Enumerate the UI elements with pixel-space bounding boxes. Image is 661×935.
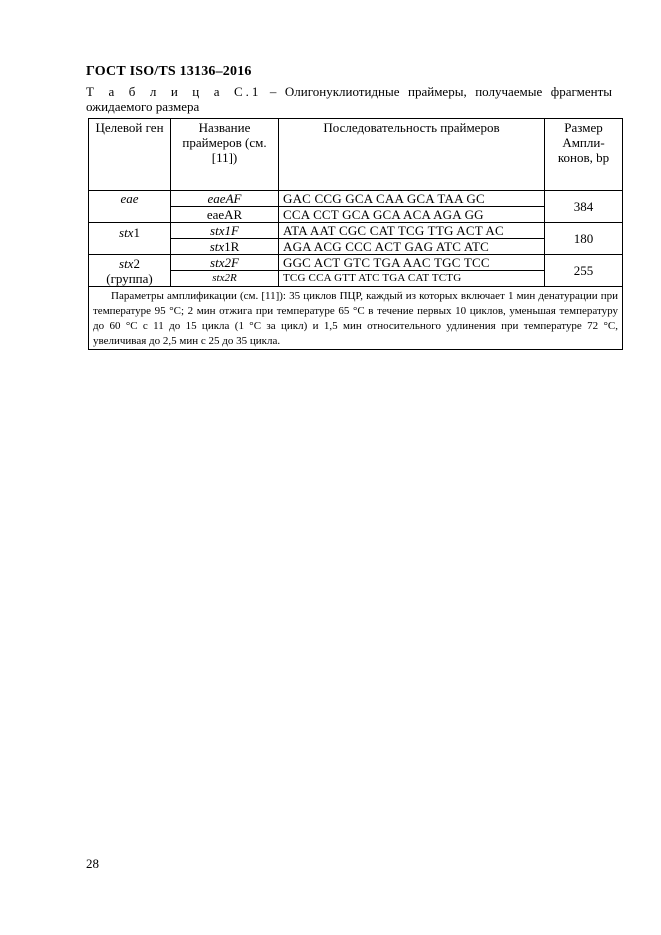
primer-name-suffix: AR bbox=[224, 207, 243, 222]
primer-name-suffix: AF bbox=[225, 191, 242, 206]
amplification-note bbox=[89, 287, 623, 350]
primer-name-prefix: stx bbox=[210, 255, 225, 270]
primer-name-suffix: 1R bbox=[224, 239, 240, 254]
amplification-note-text: Параметры амплификации (см. [11]): 35 циклов ПЦР, каждый из которых включает 1 мин денатурации при температуре 95 °С; 2 мин отжига при температуре 65 °С в течение первых 10 циклов, уменьшая температуру до 60 °С с 11 до 15 цикла (1 °С за цикл) и 1,5 мин относительного удлинения при температуре 72 °С, увеличивая до 2,5 мин с 25 до 35 цикла. bbox=[93, 290, 618, 347]
header-primer-name: Название праймеров (см. [11]) bbox=[171, 119, 279, 191]
primer-name-prefix: stx bbox=[209, 239, 225, 254]
primer-name-stx2R bbox=[171, 271, 279, 287]
table-row bbox=[89, 191, 623, 207]
gene-suffix: 1 bbox=[133, 225, 140, 240]
size-stx1: 180 bbox=[545, 223, 623, 255]
gene-suffix: 2 bbox=[133, 256, 140, 271]
gene-eae: eae bbox=[89, 191, 171, 223]
sequence-stx2F: GGC ACT GTC TGA AAC TGC TCC bbox=[279, 255, 545, 271]
gene-group-note: (группа) bbox=[106, 271, 153, 286]
primer-name-prefix: eae bbox=[207, 191, 226, 206]
gene-prefix: stx bbox=[119, 256, 134, 271]
primers-table bbox=[88, 118, 623, 350]
sequence-stx1R: AGA ACG CCC ACT GAG ATC ATC bbox=[279, 239, 545, 255]
primer-name-suffix: 2F bbox=[224, 255, 239, 270]
page-number: 28 bbox=[86, 856, 99, 871]
header-amplicon-size: Размер Ампли-конов, bp bbox=[545, 119, 623, 191]
table-caption-label: Т а б л и ц а С.1 bbox=[86, 84, 262, 99]
document-header: ГОСТ ISO/TS 13136–2016 bbox=[86, 64, 252, 79]
table-note-row bbox=[89, 287, 623, 350]
table-header-row bbox=[89, 119, 623, 191]
primer-name-prefix: stx bbox=[210, 223, 225, 238]
table-caption-text: – Олигонуклиотидные праймеры, получаемые фрагменты ожидаемого размера bbox=[86, 84, 612, 114]
primer-name-eaeAF bbox=[171, 191, 279, 207]
primer-name-suffix: 1F bbox=[224, 223, 239, 238]
gene-prefix: stx bbox=[119, 225, 134, 240]
primer-name-prefix: eae bbox=[206, 207, 225, 222]
sequence-eaeAR: CCA CCT GCA GCA ACA AGA GG bbox=[279, 207, 545, 223]
primer-name-stx1F bbox=[171, 223, 279, 239]
gene-stx1 bbox=[89, 223, 171, 255]
sequence-stx2R: TCG CCA GTT ATC TGA CAT TCTG bbox=[279, 271, 545, 287]
primer-name-prefix: stx bbox=[212, 272, 225, 284]
primer-name-eaeAR bbox=[171, 207, 279, 223]
table-caption bbox=[86, 84, 612, 114]
header-target-gene: Целевой ген bbox=[89, 119, 171, 191]
size-eae: 384 bbox=[545, 191, 623, 223]
sequence-stx1F: ATA AAT CGC CAT TCG TTG ACT AC bbox=[279, 223, 545, 239]
size-stx2: 255 bbox=[545, 255, 623, 287]
gene-stx2 bbox=[89, 255, 171, 287]
primer-name-stx2F bbox=[171, 255, 279, 271]
table-row bbox=[89, 255, 623, 271]
sequence-eaeAF: GAC CCG GCA CAA GCA TAA GC bbox=[279, 191, 545, 207]
header-primer-sequence: Последовательность праймеров bbox=[279, 119, 545, 191]
primer-name-suffix: 2R bbox=[224, 272, 237, 284]
table-row bbox=[89, 223, 623, 239]
primer-name-stx1R bbox=[171, 239, 279, 255]
